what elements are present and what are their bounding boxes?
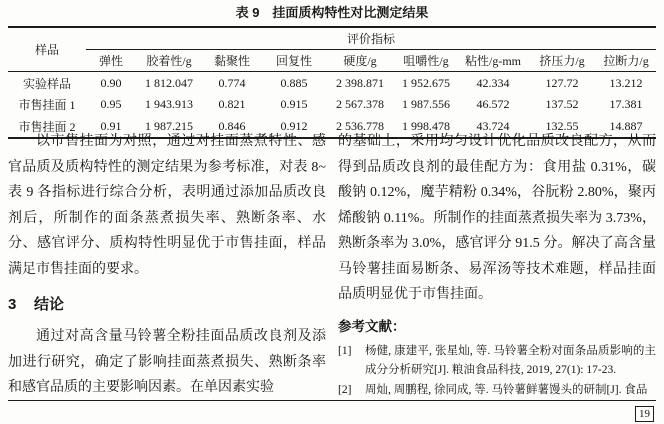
reference-label: [2] — [338, 383, 352, 396]
body-paragraph: 以市售挂面为对照，通过对挂面蒸煮特性、感官品质及质构特性的测定结果为参考标准，对表 8~表 9 各指标进行综合分析，表明通过添加品质改良剂后，所制作的面条蒸煮损失率、熟断条率、水分、感官评分、质构特性明显优于市售挂面，样品满足市售挂面的要求。 — [8, 134, 326, 277]
cell-value: 127.72 — [545, 75, 579, 90]
sample-name: 市售挂面 1 — [18, 98, 76, 112]
cell-value: 42.334 — [476, 75, 510, 90]
column-header: 拉断力/g — [596, 50, 656, 72]
cell-value: 46.572 — [476, 97, 510, 111]
right-column — [338, 129, 656, 398]
cell-value: 17.381 — [609, 97, 643, 111]
column-header: 弹性 — [86, 50, 136, 72]
cell-value: 0.846 — [218, 118, 246, 133]
table-header-row-group — [8, 27, 656, 50]
column-header: 回复性 — [262, 50, 326, 72]
cell-value: 0.91 — [100, 118, 122, 133]
cell-value: 1 952.675 — [402, 75, 450, 90]
cell-value: 1 987.556 — [402, 97, 450, 111]
column-group-header: 评价指标 — [86, 27, 656, 50]
cell-value: 0.912 — [280, 118, 308, 133]
section-title: 结论 — [34, 296, 65, 313]
cell-value: 0.821 — [218, 97, 246, 111]
reference-label: [1] — [338, 344, 352, 357]
column-header: 咀嚼性/g — [394, 50, 458, 72]
cell-value: 1 943.913 — [145, 97, 193, 111]
cell-value: 0.90 — [100, 75, 122, 90]
section-heading-conclusion — [8, 295, 326, 315]
column-header: 黏聚性 — [202, 50, 262, 72]
cell-value: 132.55 — [545, 118, 579, 133]
texture-comparison-table — [8, 26, 656, 139]
column-header: 挤压力/g — [528, 50, 596, 72]
table-row — [8, 72, 656, 94]
cell-value: 0.885 — [280, 75, 308, 90]
cell-value: 2 567.378 — [336, 97, 384, 111]
section-number: 3 — [8, 296, 17, 313]
cell-value: 43.724 — [476, 118, 510, 133]
reference-text: 周灿, 周鹏程, 徐同成, 等. 马铃薯鲜薯馒头的研制[J]. 食品 — [365, 383, 648, 396]
column-header: 硬度/g — [326, 50, 394, 72]
cell-value: 0.95 — [100, 97, 122, 111]
reference-item — [338, 381, 656, 399]
sample-name: 实验样品 — [22, 76, 71, 91]
column-header: 粘性/g-mm — [458, 50, 528, 72]
cell-value: 0.915 — [280, 97, 308, 111]
table-row — [8, 94, 656, 116]
cell-value: 14.887 — [609, 118, 643, 133]
reference-text: 杨健, 康建平, 张星灿, 等. 马铃薯全粉对面条品质影响的主成分分析研究[J]. 粮油食品科技, 2019, 27(1): 17-23. — [365, 344, 656, 376]
cell-value: 0.774 — [218, 75, 246, 90]
cell-value: 1 812.047 — [145, 75, 193, 90]
column-header-sample: 样品 — [8, 27, 86, 72]
cell-value: 2 398.871 — [336, 75, 384, 90]
body-paragraph: 通过对高含量马铃薯全粉挂面品质改良剂及添加进行研究，确定了影响挂面蒸煮损失、熟断条率和感官品质的主要影响因素。在单因素实验 — [8, 329, 326, 395]
page-number: 19 — [635, 406, 654, 422]
body-paragraph: 的基础上，采用均匀设计优化品质改良配方，从而得到品质改良剂的最佳配方为：食用盐 0.31%，碳酸钠 0.12%，魔芋精粉 0.34%，谷朊粉 2.80%，聚丙烯酸钠 0.11%。所制作的挂面蒸煮损失率为 3.73%，熟断条率为 3.0%，感官评分 91.5 分。解决了高含量马铃薯挂面易断条、易浑汤等技术难题，样品挂面品质明显优于市售挂面。 — [338, 134, 656, 302]
cell-value: 1 998.478 — [402, 118, 450, 133]
references-heading: 参考文献： — [338, 318, 406, 334]
two-column-text — [8, 129, 656, 398]
column-header: 胶着性/g — [136, 50, 202, 72]
table-caption: 表 9 挂面质构特性对比测定结果 — [235, 5, 429, 20]
table-subheader-row — [8, 50, 656, 72]
cell-value: 2 536.778 — [336, 118, 384, 133]
reference-item — [338, 342, 656, 381]
cell-value: 13.212 — [609, 75, 643, 90]
cell-value: 1 987.215 — [145, 118, 193, 133]
cell-value: 137.52 — [545, 97, 579, 111]
sample-name: 市售挂面 2 — [18, 119, 76, 134]
footer-rule — [8, 400, 656, 401]
table-block — [8, 5, 656, 139]
left-column — [8, 129, 326, 398]
